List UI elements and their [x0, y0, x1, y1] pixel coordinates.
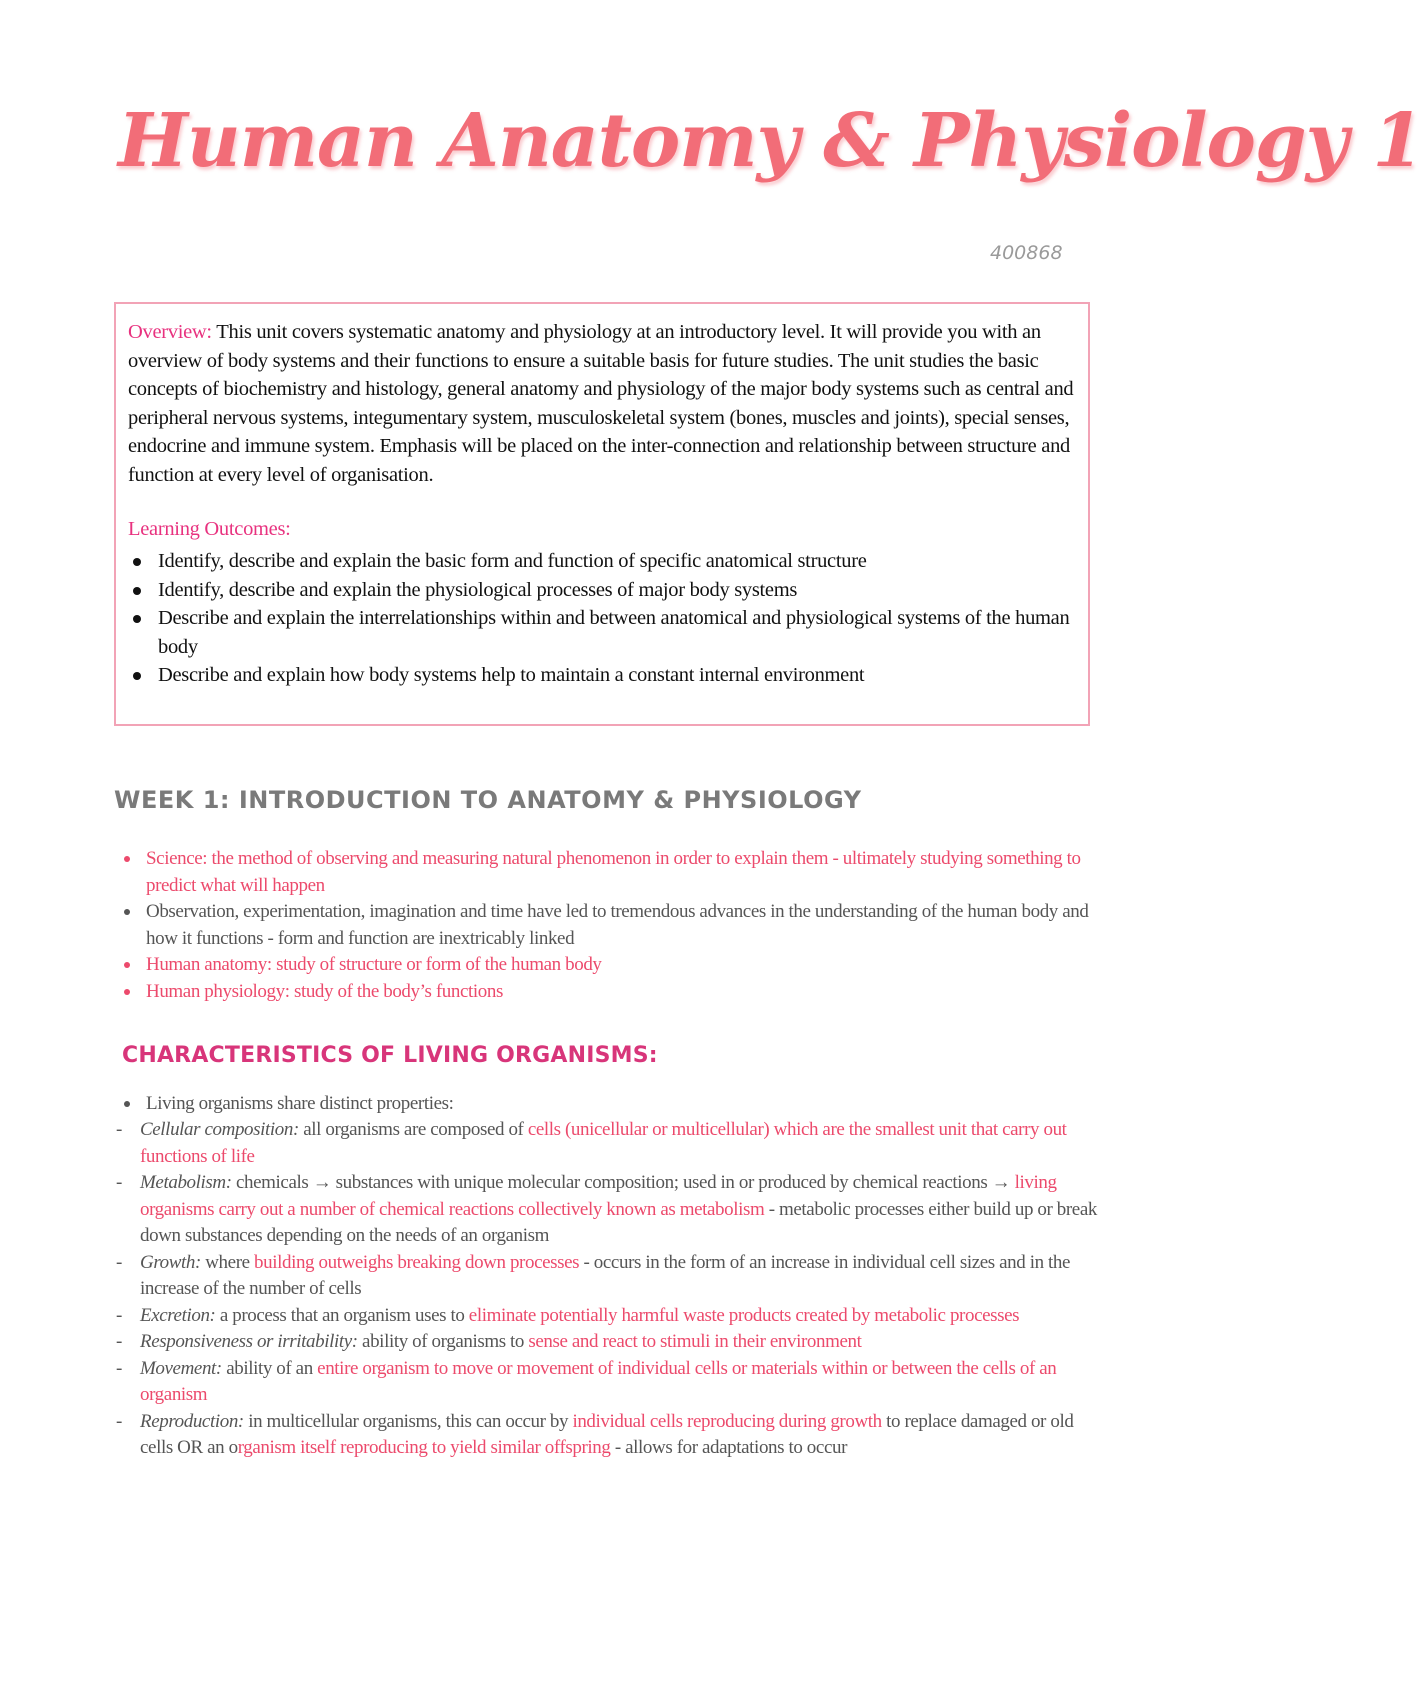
term: Cellular composition: [140, 1119, 299, 1140]
characteristic-item [114, 1170, 1104, 1250]
characteristics-heading: CHARACTERISTICS OF LIVING ORGANISMS: [122, 1043, 658, 1068]
highlight: cells (unicellular or multicellular) which are the smallest unit that carry out functions of life [140, 1119, 1067, 1167]
bullet-item: Living organisms share distinct properties: [122, 1091, 1092, 1118]
text: - occurs in the form of an increase in individual cell sizes and in the increase of the number of cells [140, 1251, 1071, 1299]
overview-label: Overview: [128, 321, 212, 343]
text: - metabolic processes either build up or break down substances depending on the needs of an organism [140, 1198, 1097, 1246]
unit-code: 400868 [990, 242, 1063, 264]
term: Responsiveness or irritability: [140, 1331, 358, 1352]
term: Metabolism: [140, 1172, 232, 1193]
text: where [200, 1251, 255, 1273]
bullet-item: Science: the method of observing and measuring natural phenomenon in order to explain them - ultimately studying something to predict what will happen [122, 846, 1092, 899]
overview-box [114, 302, 1090, 726]
term: Reproduction: [140, 1410, 244, 1432]
characteristics-intro-list [122, 1091, 1092, 1118]
learning-outcomes-heading: Learning Outcomes: [128, 518, 291, 540]
term: Excretion: [140, 1304, 216, 1326]
highlight: eliminate potentially harmful waste products created by metabolic processes [468, 1304, 1020, 1326]
text: ability of an [221, 1357, 318, 1379]
learning-outcomes-list [128, 547, 1076, 690]
bullet-item: Human anatomy: study of structure or form of the human body [122, 952, 1092, 979]
characteristic-item [114, 1250, 1104, 1303]
overview-paragraph [128, 318, 1076, 489]
overview-text: This unit covers systematic anatomy and physiology at an introductory level. It will provide you with an overview of body systems and their functions to ensure a suitable basis for future studies. The unit studies the basic concepts of biochemistry and histology, general anatomy and physiology of the major body systems such as central and peripheral nervous systems, integumentary system, musculoskeletal system (bones, muscles and joints), special senses, endocrine and immune system. Emphasis will be placed on the inter-connection and relationship between structure and function at every level of organisation. [128, 321, 1074, 486]
term: Growth: [140, 1251, 201, 1273]
text: to replace damaged or old cells OR an o [140, 1410, 1074, 1458]
characteristic-item [114, 1409, 1104, 1462]
learning-outcome-item: Identify, describe and explain the physiological processes of major body systems [128, 576, 1076, 605]
text: - allows for adaptations to occur [610, 1437, 848, 1458]
text: chemicals → substances with unique molecular composition; used in or produced by chemical reactions → [231, 1172, 1015, 1193]
characteristic-item [114, 1117, 1104, 1170]
week-1-bullets [122, 846, 1092, 1005]
characteristic-item [114, 1329, 1104, 1356]
text: ability of organisms to [357, 1331, 529, 1352]
learning-outcome-item: Describe and explain how body systems help to maintain a constant internal environment [128, 661, 1076, 690]
characteristic-item [114, 1356, 1104, 1409]
characteristics-list [114, 1117, 1104, 1462]
text: all organisms are composed of [298, 1119, 528, 1140]
highlight: living organisms carry out a number of chemical reactions collectively known as metabolism [140, 1172, 1057, 1220]
learning-outcome-item: Identify, describe and explain the basic form and function of specific anatomical structure [128, 547, 1076, 576]
page-title: Human Anatomy & Physiology 1 [118, 98, 1423, 184]
bullet-item: Observation, experimentation, imagination and time have led to tremendous advances in the understanding of the human body and how it functions - form and function are inextricably linked [122, 899, 1092, 952]
term: Movement: [140, 1357, 222, 1379]
bullet-item: Human physiology: study of the body’s functions [122, 979, 1092, 1006]
highlight: sense and react to stimuli in their environment [528, 1331, 862, 1352]
highlight: rganism itself reproducing to yield similar offspring [237, 1437, 611, 1458]
highlight: entire organism to move or movement of individual cells or materials within or between the cells of an organism [140, 1357, 1057, 1405]
text: a process that an organism uses to [215, 1304, 469, 1326]
characteristic-item [114, 1303, 1104, 1330]
text: in multicellular organisms, this can occur by [243, 1410, 573, 1432]
week-1-heading: WEEK 1: INTRODUCTION TO ANATOMY & PHYSIOLOGY [114, 786, 862, 814]
learning-outcome-item: Describe and explain the interrelationships within and between anatomical and physiological systems of the human body [128, 604, 1076, 661]
highlight: building outweighs breaking down processes [254, 1251, 580, 1273]
highlight: individual cells reproducing during growth [572, 1410, 882, 1432]
